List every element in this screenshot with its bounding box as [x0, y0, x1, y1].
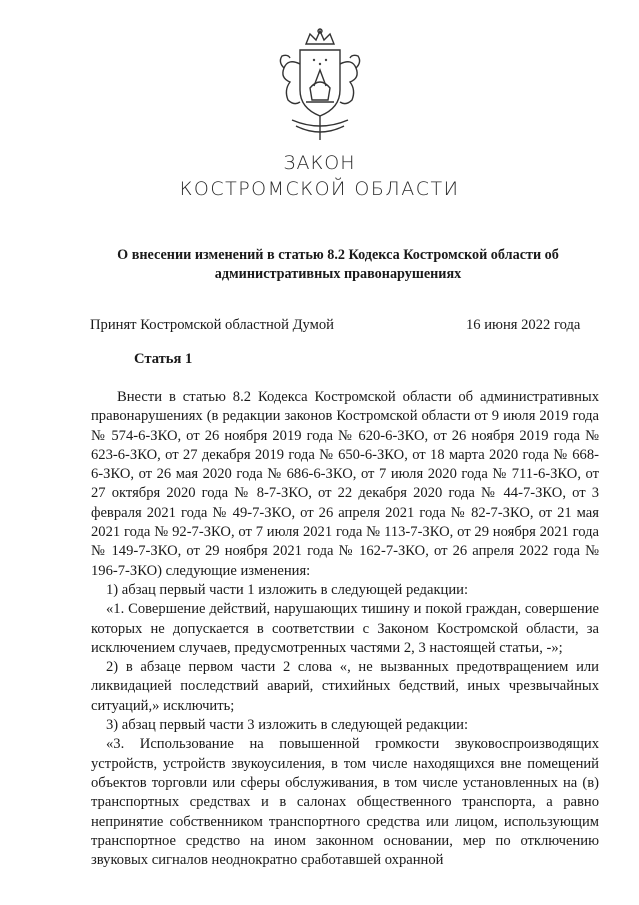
law-title-line2: КОСТРОМСКОЙ ОБЛАСТИ: [179, 178, 460, 200]
law-subject-heading: О внесении изменений в статью 8.2 Кодекса Костромской области об административных правонарушениях: [117, 247, 559, 282]
article-paragraph: 3) абзац первый части 3 изложить в следующей редакции:: [106, 717, 469, 734]
article-heading: Статья 1: [134, 351, 193, 367]
article-body: [91, 388, 599, 870]
law-title-line1: ЗАКОН: [283, 152, 356, 174]
adoption-date: 16 июня 2022 года: [466, 317, 581, 333]
article-paragraph: 1) абзац первый части 1 изложить в следующей редакции:: [106, 581, 469, 598]
article-paragraph: «1. Совершение действий, нарушающих тишину и покой граждан, совершение которых не допускается в соответствии с Законом Костромской области, за исключением случаев, предусмотренных частями 2, 3 настоящей статьи, -»;: [91, 601, 599, 656]
adopted-by: Принят Костромской областной Думой: [90, 317, 334, 333]
article-paragraph: Внести в статью 8.2 Кодекса Костромской области об административных правонарушениях (в редакции законов Костромской области от 9 июля 2019 года № 574-6-ЗКО, от 26 ноября 2019 года № 620-6-ЗКО, от 26 ноября 2019 года № 623-6-ЗКО, от 27 декабря 2019 года № 650-6-ЗКО, от 18 марта 2020 года № 668-6-ЗКО, от 26 мая 2020 года № 686-6-ЗКО, от 7 июля 2020 года № 711-6-ЗКО, от 27 октября 2020 года № 8-7-ЗКО, от 22 декабря 2020 года № 44-7-ЗКО, от 3 февраля 2021 года № 49-7-ЗКО, от 26 апреля 2021 года № 82-7-ЗКО, от 21 мая 2021 года № 92-7-ЗКО, от 7 июля 2021 года № 113-7-ЗКО, от 29 ноября 2021 года № 149-7-ЗКО, от 29 ноября 2021 года № 162-7-ЗКО, от 26 апреля 2022 года № 196-7-ЗКО) следующие изменения:: [91, 389, 599, 579]
article-paragraph: «3. Использование на повышенной громкости звуковоспроизводящих устройств, устройств звукоусиления, в том числе находящихся вне помещений объектов торговли или сферы обслуживания, в том числе установленных на (в) транспортных средствах и в салонах общественного транспорта, а равно непринятие собственником транспортного средства или лицом, использующим транспортное средство на ином законном основании, мер по отключению звуковых сигналов неоднократно сработавшей охранной: [91, 736, 599, 869]
kostroma-coat-of-arms-icon: [270, 28, 370, 146]
article-paragraph: 2) в абзаце первом части 2 слова «, не вызванных предотвращением или ликвидацией последствий аварий, стихийных бедствий, иных чрезвычайных ситуаций,» исключить;: [91, 659, 599, 714]
